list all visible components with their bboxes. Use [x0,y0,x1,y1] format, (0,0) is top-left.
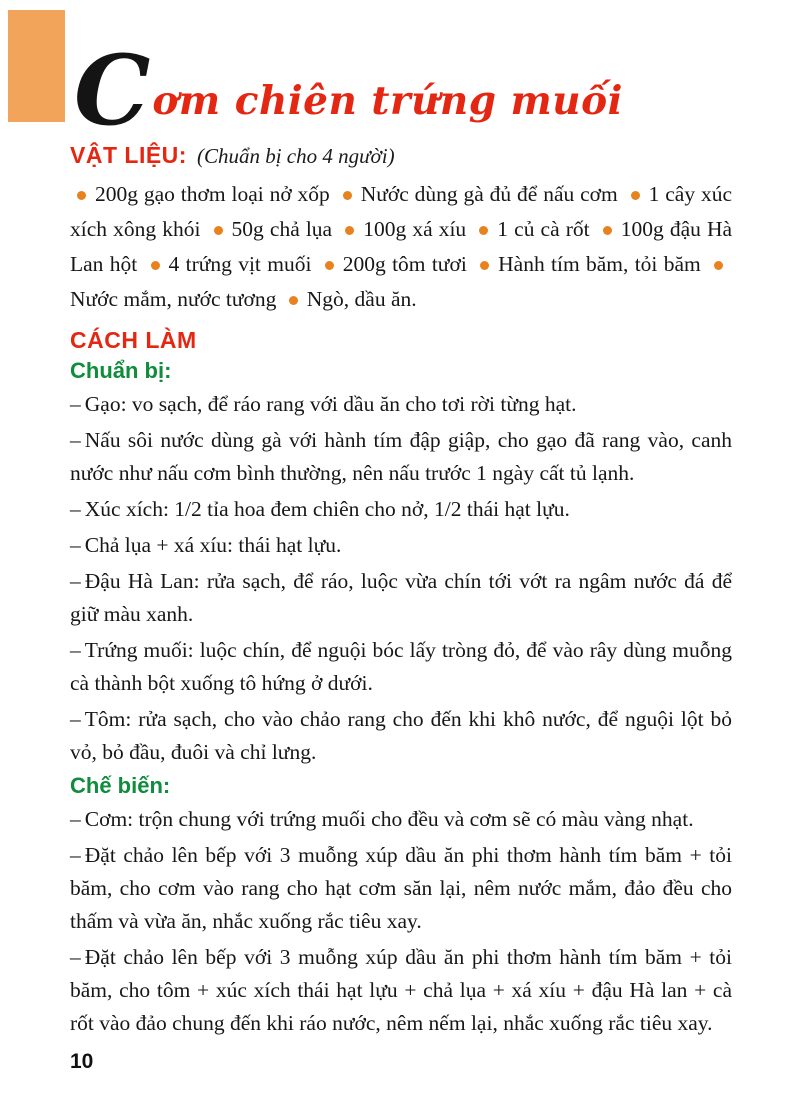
dash-marker: – [70,392,81,416]
method-section-prep [70,358,732,769]
ingredient-item: 100g đậu Hà Lan hột [70,217,733,276]
bullet-dot-icon [479,226,488,235]
ingredient-item: 100g xá xíu [363,217,467,241]
ingredient-item: 200g tôm tươi [342,252,467,276]
corner-accent-rectangle [8,10,65,122]
ingredient-item: Nước dùng gà đủ để nấu cơm [360,182,618,206]
bullet-dot-icon [343,191,352,200]
bullet-dot-icon [603,226,612,235]
ingredient-item: Hành tím băm, tỏi băm [498,252,701,276]
page-number: 10 [70,1050,94,1073]
dash-marker: – [70,807,81,831]
method-heading: CÁCH LÀM [70,327,197,353]
ingredients-paragraph [70,177,732,317]
bullet-dot-icon [325,261,334,270]
ingredient-item: 200g gạo thơm loại nở xốp [95,182,330,206]
ingredient-item: Nước mắm, nước tương [70,287,277,311]
dash-marker: – [70,843,81,867]
step-paragraph: – Nấu sôi nước dùng gà với hành tím đập giập, cho gạo đã rang vào, canh nước như nấu cơm bình thường, nên nấu trước 1 ngày cất tủ lạnh. [70,428,732,485]
dash-marker: – [70,428,81,452]
step-paragraph: – Đậu Hà Lan: rửa sạch, để ráo, luộc vừa chín tới vớt ra ngâm nước đá để giữ màu xanh. [70,569,732,626]
step-paragraph: – Tôm: rửa sạch, cho vào chảo rang cho đến khi khô nước, để nguội lột bỏ vỏ, bỏ đầu, đuôi và chỉ lưng. [70,707,732,764]
ingredient-item: 4 trứng vịt muối [168,252,312,276]
bullet-dot-icon [214,226,223,235]
dash-marker: – [70,569,81,593]
bullet-dot-icon [77,191,86,200]
materials-heading: VẬT LIỆU: [70,142,187,168]
bullet-dot-icon [289,296,298,305]
step-paragraph: – Cơm: trộn chung với trứng muối cho đều và cơm sẽ có màu vàng nhạt. [70,807,694,831]
cook-subheading: Chế biến: [70,773,171,798]
bullet-dot-icon [631,191,640,200]
prep-subheading: Chuẩn bị: [70,358,172,383]
page-content [70,18,732,1043]
ingredient-item: 1 cây xúc xích xông khói [70,182,733,241]
dash-marker: – [70,945,81,969]
dash-marker: – [70,638,81,662]
step-paragraph: – Xúc xích: 1/2 tỉa hoa đem chiên cho nở, 1/2 thái hạt lựu. [70,497,570,521]
recipe-title-text: ơm chiên trứng muối [152,78,623,124]
drop-cap-initial: C [74,34,151,148]
bullet-dot-icon [480,261,489,270]
step-paragraph: – Chả lụa + xá xíu: thái hạt lựu. [70,533,342,557]
dash-marker: – [70,707,81,731]
materials-serving-note: (Chuẩn bị cho 4 người) [196,144,395,168]
dash-marker: – [70,497,81,521]
dash-marker: – [70,533,81,557]
recipe-title [74,32,732,148]
prep-steps [70,388,732,769]
step-paragraph: – Đặt chảo lên bếp với 3 muỗng xúp dầu ăn phi thơm hành tím băm + tỏi băm, cho cơm vào rang cho hạt cơm săn lại, nêm nước mắm, đảo đều cho thấm và vừa ăn, nhắc xuống rắc tiêu xay. [70,843,732,933]
bullet-dot-icon [345,226,354,235]
bullet-dot-icon [151,261,160,270]
ingredient-item: Ngò, dầu ăn. [306,287,417,311]
materials-heading-row [70,142,732,169]
cook-steps [70,803,732,1040]
step-paragraph: – Trứng muối: luộc chín, để nguội bóc lấy tròng đỏ, để vào rây dùng muỗng cà thành bột xuống tô hứng ở dưới. [70,638,732,695]
ingredient-item: 50g chả lụa [231,217,333,241]
step-paragraph: – Đặt chảo lên bếp với 3 muỗng xúp dầu ăn phi thơm hành tím băm + tỏi băm, cho tôm + xúc xích thái hạt lựu + chả lụa + xá xíu + đậu Hà lan + cà rốt vào đảo chung đến khi ráo nước, nêm nếm lại, nhắc xuống rắc tiêu xay. [70,945,732,1035]
bullet-dot-icon [714,261,723,270]
method-section-cook [70,773,732,1040]
step-paragraph: – Gạo: vo sạch, để ráo rang với dầu ăn cho tơi rời từng hạt. [70,392,577,416]
ingredient-item: 1 củ cà rốt [497,217,590,241]
